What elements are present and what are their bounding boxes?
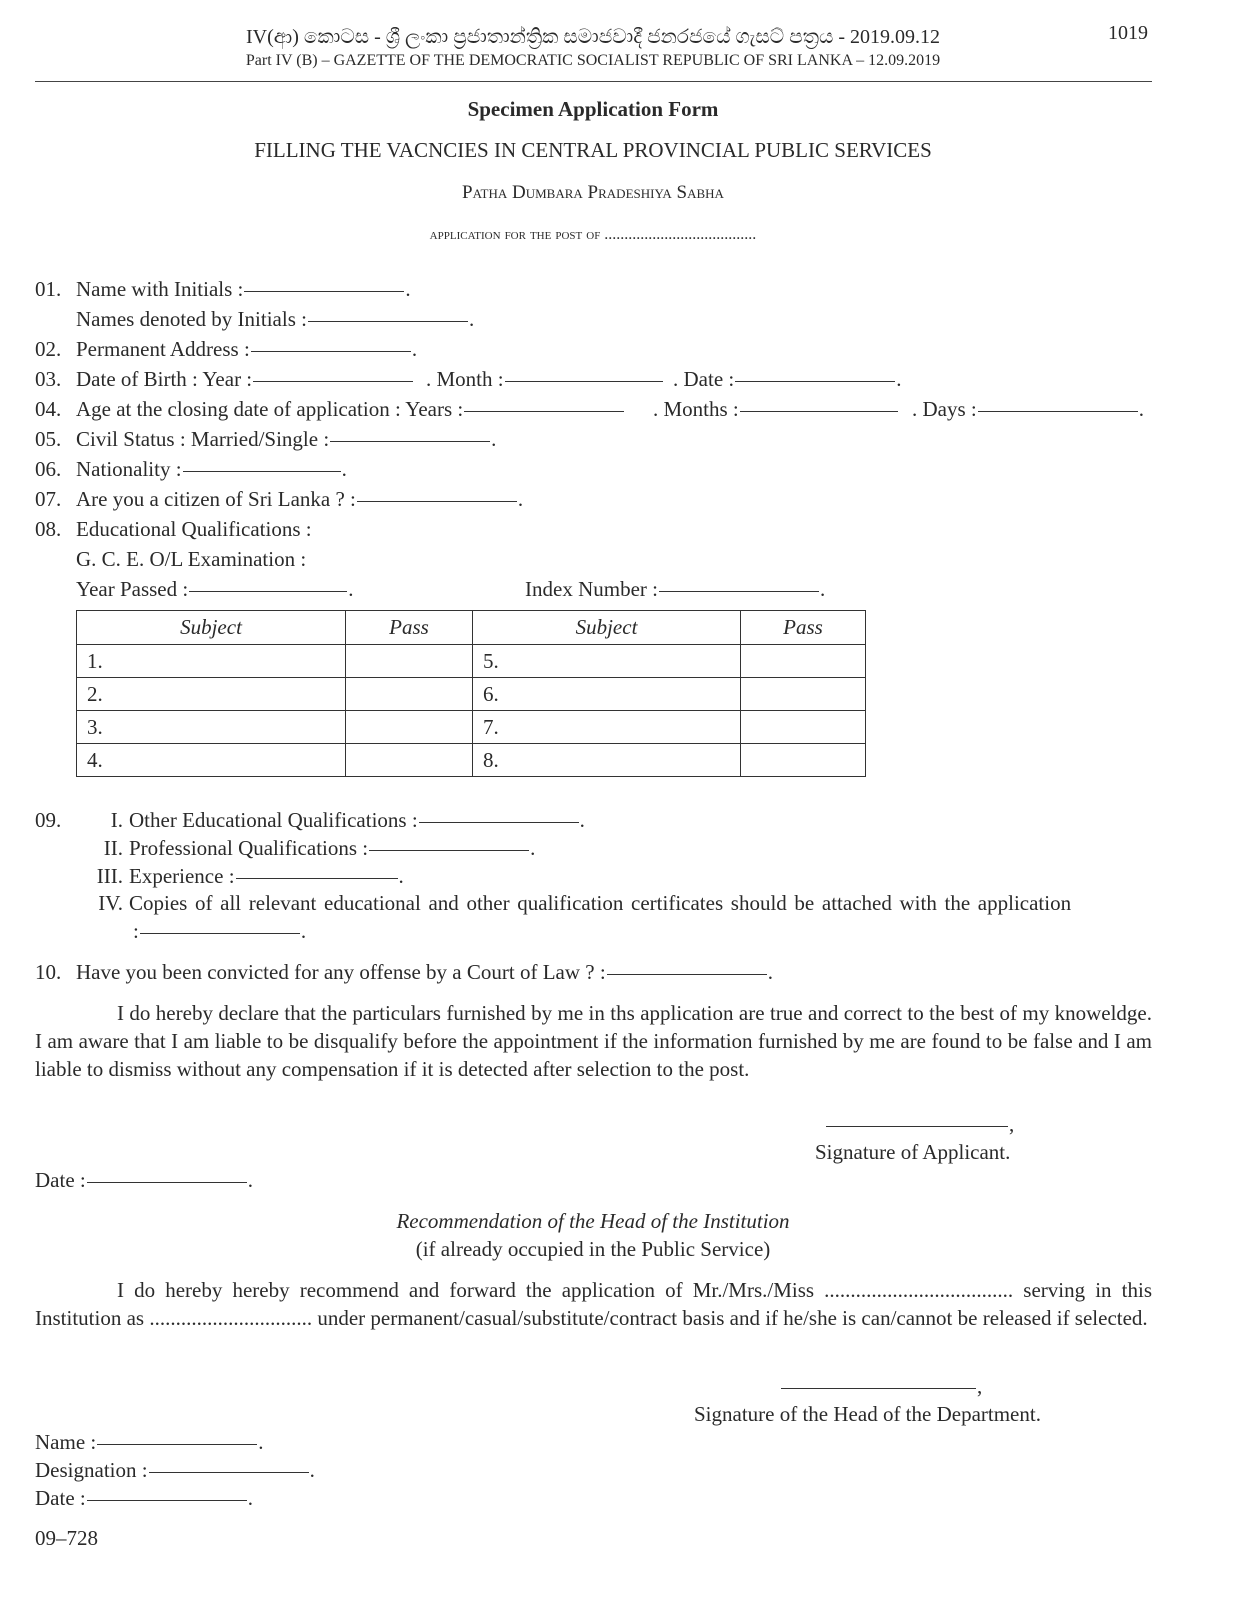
field-age-years[interactable]	[76, 397, 625, 421]
blank[interactable]	[357, 501, 517, 502]
certificates-note	[83, 891, 1071, 915]
subjects-table	[76, 610, 866, 777]
blank[interactable]	[308, 321, 468, 322]
field-head-name[interactable]	[35, 1430, 263, 1454]
dot: .	[767, 960, 773, 984]
comma: ,	[1009, 1112, 1015, 1136]
dot: .	[1138, 397, 1144, 421]
comma: ,	[977, 1374, 983, 1398]
header-sinhala-title: IV(ආ) කොටස - ශ්‍රී ලංකා ප්‍රජාතාන්ත්‍රික සමාජවාදී ජනරජයේ ගැසට් පත්‍රය - 2019.09.12	[246, 26, 940, 48]
applicant-signature-line[interactable]	[825, 1112, 1014, 1136]
blank[interactable]	[659, 591, 819, 592]
blank[interactable]	[978, 411, 1138, 412]
recommendation-paragraph: I do hereby hereby recommend and forward the application of Mr./Mrs./Miss .................................... serving in this Institution as ............................... under permanent/casual/substitute/contract basis and if he/she is can/cannot be released if selected.	[35, 1278, 1152, 1330]
item-09-number: 09.	[35, 808, 62, 832]
label: Name :	[35, 1430, 97, 1454]
blank[interactable]	[253, 381, 413, 382]
field-dob-year[interactable]	[76, 367, 414, 391]
blank[interactable]	[140, 933, 300, 934]
field-certificates[interactable]	[133, 919, 306, 943]
blank[interactable]	[236, 878, 398, 879]
blank[interactable]	[87, 1182, 247, 1183]
pass-cell[interactable]	[741, 678, 866, 711]
dot: .	[341, 457, 347, 481]
blank[interactable]	[607, 974, 767, 975]
column-header: Subject	[473, 611, 741, 645]
form-subtitle: FILLING THE VACNCIES IN CENTRAL PROVINCIAL PUBLIC SERVICES	[254, 138, 932, 162]
header-english-title: Part IV (B) – GAZETTE OF THE DEMOCRATIC SOCIALIST REPUBLIC OF SRI LANKA – 12.09.2019	[245, 52, 941, 69]
pass-cell[interactable]	[346, 744, 473, 777]
page-number: 1019	[1108, 22, 1148, 44]
blank[interactable]	[740, 411, 898, 412]
roman-numeral: I.	[110, 808, 123, 832]
item-06-number: 06.	[35, 457, 62, 481]
label: Year Passed :	[76, 577, 189, 601]
label: . Months :	[653, 397, 739, 421]
field-names-denoted[interactable]	[76, 307, 474, 331]
table-row	[77, 711, 866, 744]
pass-cell[interactable]	[741, 645, 866, 678]
footer-code: 09–728	[35, 1526, 98, 1550]
label: . Month :	[426, 367, 504, 391]
subject-cell[interactable]: 8.	[473, 744, 741, 777]
table-row	[77, 645, 866, 678]
subject-cell[interactable]: 7.	[473, 711, 741, 744]
item-05-number: 05.	[35, 427, 62, 451]
field-year-passed[interactable]	[76, 577, 353, 601]
item-08-number: 08.	[35, 517, 62, 541]
dot: .	[896, 367, 902, 391]
dot: .	[247, 1168, 253, 1192]
dot: .	[405, 277, 411, 301]
blank[interactable]	[189, 591, 347, 592]
pass-cell[interactable]	[346, 678, 473, 711]
head-signature-label: Signature of the Head of the Department.	[694, 1402, 1041, 1426]
label: Other Educational Qualifications :	[129, 808, 418, 832]
label: Are you a citizen of Sri Lanka ? :	[76, 487, 356, 511]
subject-cell[interactable]: 3.	[77, 711, 346, 744]
field-index-number[interactable]	[525, 577, 825, 601]
blank[interactable]	[251, 351, 411, 352]
column-header: Subject	[77, 611, 346, 645]
blank[interactable]	[244, 291, 404, 292]
post-line: application for the post of ......................................	[429, 226, 757, 243]
dot: .	[517, 487, 524, 511]
blank[interactable]	[330, 441, 490, 442]
item-07-number: 07.	[35, 487, 62, 511]
blank[interactable]	[826, 1126, 1008, 1127]
roman-numeral: IV.	[98, 891, 123, 915]
recommendation-subtitle: (if already occupied in the Public Service)	[415, 1237, 771, 1261]
label: Date :	[35, 1486, 86, 1510]
label: . Days :	[912, 397, 977, 421]
roman-numeral: II.	[103, 836, 123, 860]
label: Date :	[35, 1168, 86, 1192]
dot: .	[530, 836, 536, 860]
dot: .	[491, 427, 497, 451]
field-civil-status[interactable]	[76, 427, 496, 451]
label: Index Number :	[525, 577, 658, 601]
subject-cell[interactable]: 6.	[473, 678, 741, 711]
item-04-number: 04.	[35, 397, 62, 421]
label: Age at the closing date of application : Years :	[76, 397, 464, 421]
label: Names denoted by Initials :	[76, 307, 307, 331]
subject-cell[interactable]: 5.	[473, 645, 741, 678]
gce-ol-label: G. C. E. O/L Examination :	[76, 547, 307, 571]
label: Nationality :	[76, 457, 182, 481]
blank[interactable]	[369, 850, 529, 851]
educational-qualifications-label: Educational Qualifications :	[76, 517, 312, 541]
pass-cell[interactable]	[346, 645, 473, 678]
field-address[interactable]	[76, 337, 417, 361]
field-experience[interactable]	[83, 864, 404, 888]
declaration-paragraph: I do hereby declare that the particulars furnished by me in ths application are true and correct to the best of my knoweldge. I am aware that I am liable to be disqualify before the appointment if the information furnished by me are found to be false and I am liable to dismiss without any compensation if it is detected after selection to the post.	[35, 1001, 1152, 1081]
item-10-number: 10.	[35, 960, 62, 984]
label: Professional Qualifications :	[129, 836, 369, 860]
label: Designation :	[35, 1458, 148, 1482]
dot: .	[348, 577, 354, 601]
field-date[interactable]	[35, 1168, 253, 1192]
recommendation-title: Recommendation of the Head of the Institution	[396, 1209, 790, 1233]
field-convicted[interactable]	[76, 960, 773, 984]
label: Permanent Address :	[76, 337, 250, 361]
label: Date of Birth : Year :	[76, 367, 253, 391]
item-03-number: 03.	[35, 367, 62, 391]
label: Copies of all relevant educational and other qualification certificates should be attached with the application	[129, 891, 1072, 915]
label: Civil Status : Married/Single :	[76, 427, 330, 451]
header-rule	[35, 81, 1152, 82]
applicant-signature-label: Signature of Applicant.	[815, 1140, 1011, 1164]
blank[interactable]	[149, 1472, 309, 1473]
blank[interactable]	[97, 1444, 257, 1445]
subject-cell[interactable]: 4.	[77, 744, 346, 777]
field-dob-month[interactable]	[426, 367, 664, 391]
dot: .	[398, 864, 404, 888]
blank[interactable]	[505, 381, 663, 382]
dot: .	[819, 577, 826, 601]
blank[interactable]	[781, 1388, 976, 1389]
label: Name with Initials :	[76, 277, 244, 301]
field-head-date[interactable]	[35, 1486, 253, 1510]
pass-cell[interactable]	[741, 711, 866, 744]
form-title: Specimen Application Form	[467, 97, 719, 121]
dot: .	[468, 307, 475, 331]
subject-cell[interactable]: 2.	[77, 678, 346, 711]
blank[interactable]	[735, 381, 895, 382]
dot: .	[579, 808, 585, 832]
field-age-months[interactable]	[653, 397, 899, 421]
field-name-initials[interactable]	[76, 277, 411, 301]
field-age-days[interactable]	[912, 397, 1144, 421]
field-dob-date[interactable]	[673, 367, 901, 391]
pass-cell[interactable]	[741, 744, 866, 777]
item-02-number: 02.	[35, 337, 62, 361]
label: Experience :	[129, 864, 235, 888]
subject-cell[interactable]: 1.	[77, 645, 346, 678]
blank[interactable]	[183, 471, 341, 472]
field-head-designation[interactable]	[35, 1458, 315, 1482]
pass-cell[interactable]	[346, 711, 473, 744]
dot: .	[247, 1486, 253, 1510]
dot: .	[258, 1430, 264, 1454]
column-header: Pass	[346, 611, 473, 645]
table-row	[77, 678, 866, 711]
dot: .	[411, 337, 418, 361]
column-header: Pass	[741, 611, 866, 645]
label: . Date :	[673, 367, 735, 391]
head-signature-line[interactable]	[780, 1374, 982, 1398]
blank[interactable]	[419, 822, 579, 823]
field-other-qualifications[interactable]	[83, 808, 585, 832]
blank[interactable]	[464, 411, 624, 412]
dot: .	[300, 919, 307, 943]
field-nationality[interactable]	[76, 457, 347, 481]
institution-name: Patha Dumbara Pradeshiya Sabha	[462, 182, 724, 203]
item-01-number: 01.	[35, 277, 62, 301]
label: Have you been convicted for any offense by a Court of Law ? :	[76, 960, 606, 984]
blank[interactable]	[87, 1500, 247, 1501]
field-professional-qualifications[interactable]	[83, 836, 535, 860]
table-row	[77, 744, 866, 777]
roman-numeral: III.	[96, 864, 123, 888]
label: :	[133, 919, 139, 943]
dot: .	[309, 1458, 315, 1482]
field-citizen[interactable]	[76, 487, 523, 511]
